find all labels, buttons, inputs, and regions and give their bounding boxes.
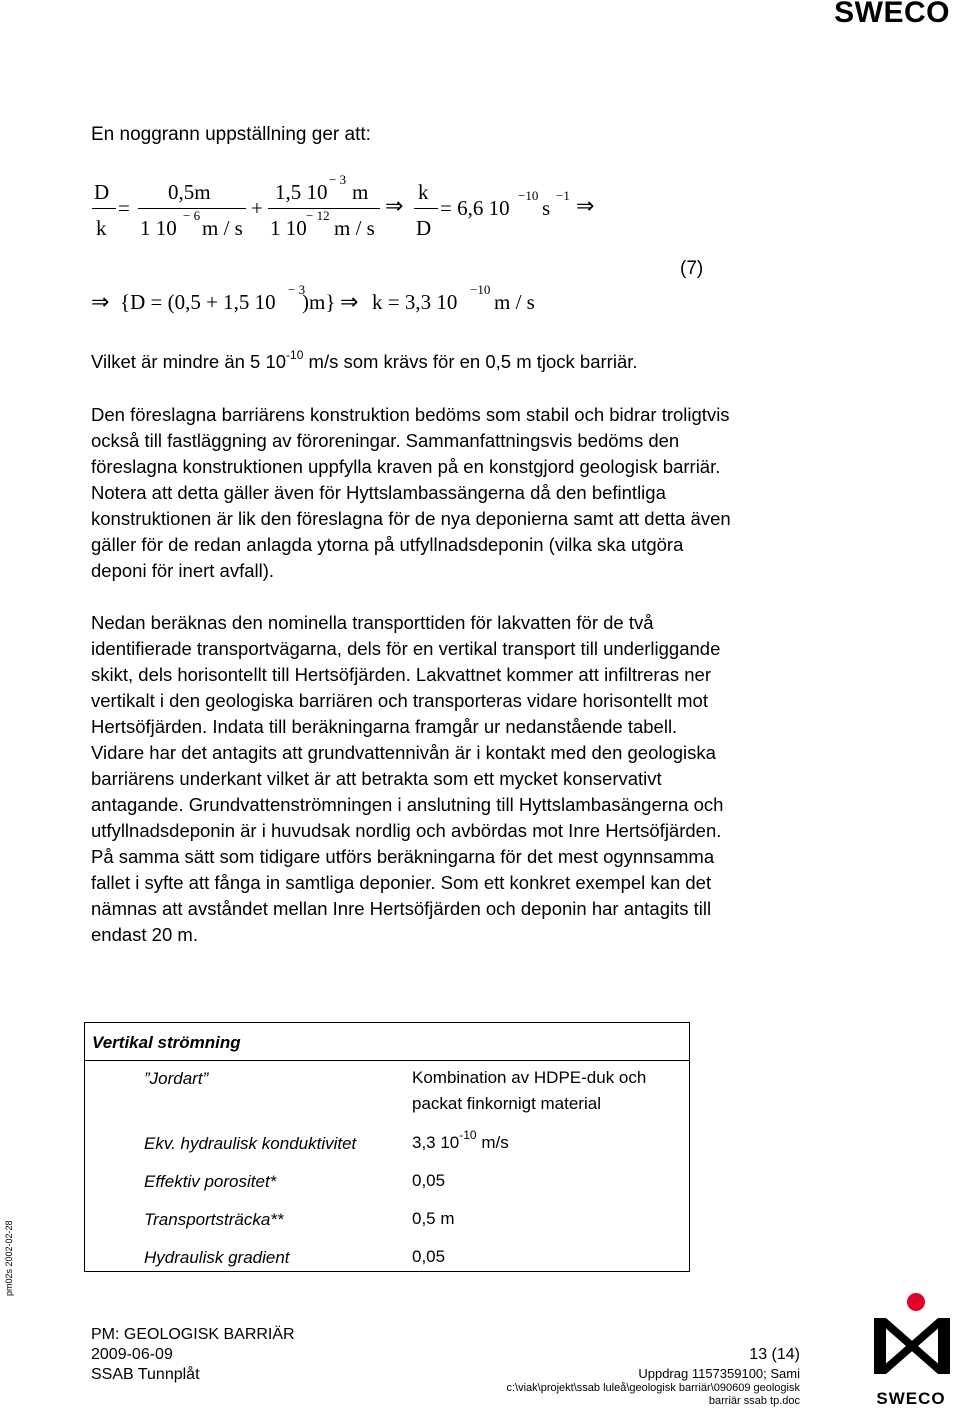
header-brand: SWECO bbox=[834, 0, 950, 29]
footer-path-line2: barriär ssab tp.doc bbox=[708, 1395, 800, 1407]
equation-number: (7) bbox=[680, 258, 704, 279]
conductivity-value-a: 3,3 10 bbox=[412, 1133, 460, 1152]
fraction2-numerator-exp: − 3 bbox=[329, 172, 347, 187]
eq-k: k bbox=[96, 216, 107, 240]
paragraph-line: utfyllnadsdeponin är i huvudsak nordlig och avbördas mot Inre Hertsöfjärden. bbox=[91, 820, 722, 841]
intro-text: En noggrann uppställning ger att: bbox=[91, 124, 371, 145]
row-value-soil-type: Kombination av HDPE-duk och packat finkornigt material bbox=[412, 1068, 647, 1113]
line2-exp: − 3 bbox=[288, 282, 306, 297]
fraction-bar bbox=[414, 208, 438, 209]
paragraph-construction bbox=[91, 402, 811, 584]
row-label-gradient: Hydraulisk gradient bbox=[144, 1248, 290, 1267]
paragraph-line: föreslagna konstruktionen uppfylla kraven på en konstgjord geologisk barriär. bbox=[91, 456, 721, 477]
fraction2-denominator-exp: − 12 bbox=[306, 208, 330, 223]
line2-k-a: k = 3,3 10 bbox=[372, 290, 458, 314]
paragraph-line: också till fastläggning av föroreningar. Sammanfattningsvis bedöms den bbox=[91, 430, 680, 451]
paragraph-line: Hertsöfjärden. Indata till beräkningarna framgår ur nedanstående tabell. bbox=[91, 716, 678, 737]
footer-project: PM: GEOLOGISK BARRIÄR bbox=[91, 1326, 295, 1343]
result1-a: = 6,6 10 bbox=[440, 196, 510, 220]
paragraph-line: nämnas att avståndet mellan Inre Hertsöfjärden och deponin har antagits till bbox=[91, 898, 712, 919]
line2-k-b: m / s bbox=[494, 290, 535, 314]
implies-arrow-icon: ⇒ bbox=[576, 194, 595, 219]
row-value-porosity: 0,05 bbox=[412, 1171, 446, 1190]
paragraph-line: Vidare har det antagits att grundvattennivån är i kontakt med den geologiska bbox=[91, 742, 716, 763]
footer-page-number: 13 (14) bbox=[749, 1346, 800, 1363]
sentence-exponent: -10 bbox=[286, 348, 304, 362]
result1-b: s bbox=[542, 196, 551, 220]
row-label-porosity: Effektiv porositet* bbox=[144, 1172, 277, 1191]
row-label-conductivity: Ekv. hydraulisk konduktivitet bbox=[144, 1134, 357, 1153]
result1-exp1: −10 bbox=[518, 188, 539, 203]
table-title: Vertikal strömning bbox=[85, 1023, 690, 1061]
conductivity-value-b: m/s bbox=[476, 1133, 509, 1152]
side-template-code: pm02s 2002-02-28 bbox=[4, 1220, 14, 1296]
sweco-logo-mark-icon bbox=[868, 1288, 954, 1384]
eq-equals: = bbox=[118, 196, 130, 220]
row-label-transport-distance: Transportsträcka** bbox=[144, 1210, 284, 1229]
sweco-logo bbox=[868, 1288, 954, 1406]
line2-close: )m} bbox=[302, 290, 336, 314]
implies-arrow-icon: ⇒ bbox=[385, 194, 404, 219]
table-body-row bbox=[85, 1061, 690, 1272]
table-body bbox=[85, 1061, 690, 1272]
fraction-bar bbox=[92, 208, 116, 209]
paragraph-line: Nedan beräknas den nominella transporttiden för lakvatten för de två bbox=[91, 612, 654, 633]
fraction1-denominator-b: m / s bbox=[202, 216, 243, 240]
row-value-conductivity bbox=[412, 1130, 682, 1157]
sweco-logo-text: SWECO bbox=[876, 1389, 946, 1408]
eq-k-top: k bbox=[418, 180, 429, 204]
implies-arrow-icon: ⇒ bbox=[91, 290, 110, 315]
fraction1-denominator-exp: − 6 bbox=[183, 208, 201, 223]
eq-D-bottom: D bbox=[416, 216, 432, 240]
row-value-gradient: 0,05 bbox=[412, 1247, 446, 1266]
eq-D: D bbox=[94, 180, 110, 204]
paragraph-line: identifierade transportvägarna, dels för en vertikal transport till underliggande bbox=[91, 638, 721, 659]
footer-assignment: Uppdrag 1157359100; Sami bbox=[638, 1366, 800, 1381]
paragraph-line: gäller för de redan anlagda ytorna på utfyllnadsdeponin (vilka ska utgöra bbox=[91, 534, 684, 555]
fraction2-numerator-a: 1,5 10 bbox=[275, 180, 328, 204]
footer-path-line1: c:\viak\projekt\ssab luleå\geologisk barriär\090609 geologisk bbox=[506, 1382, 800, 1394]
footer-client: SSAB Tunnplåt bbox=[91, 1366, 200, 1383]
fraction2-denominator-b: m / s bbox=[334, 216, 375, 240]
sentence-part-a: Vilket är mindre än 5 10 bbox=[91, 351, 287, 372]
sentence-barrier bbox=[91, 349, 638, 377]
fraction2-numerator-b: m bbox=[352, 180, 369, 204]
footer-date: 2009-06-09 bbox=[91, 1346, 173, 1363]
fraction1-denominator-a: 1 10 bbox=[140, 216, 177, 240]
paragraph-line: Notera att detta gäller även för Hyttslambassängerna då den befintliga bbox=[91, 482, 666, 503]
implies-arrow-icon: ⇒ bbox=[340, 290, 359, 315]
line2-k-exp: −10 bbox=[470, 282, 491, 297]
table-title-row bbox=[85, 1023, 690, 1061]
paragraph-line: konstruktionen är lik den föreslagna för de nya deponierna samt att detta även bbox=[91, 508, 731, 529]
row-label-soil-type: ”Jordart” bbox=[144, 1069, 209, 1088]
paragraph-line: deponi för inert avfall). bbox=[91, 560, 275, 581]
paragraph-line: vertikalt i den geologiska barriären och transporteras vidare horisontellt mot bbox=[91, 690, 708, 711]
properties-table bbox=[84, 1022, 690, 1272]
paragraph-line: endast 20 m. bbox=[91, 924, 198, 945]
paragraph-line: fallet i syfte att fånga in samtliga deponier. Som ett konkret exempel kan det bbox=[91, 872, 712, 893]
paragraph-line: barriärens underkant vilket är att betrakta som ett mycket konservativt bbox=[91, 768, 662, 789]
sentence-part-b: m/s som krävs för en 0,5 m tjock barriär. bbox=[303, 351, 638, 372]
paragraph-line: antagande. Grundvattenströmningen i anslutning till Hyttslambasängerna och bbox=[91, 794, 724, 815]
paragraph-line: Den föreslagna barriärens konstruktion bedöms som stabil och bidrar troligtvis bbox=[91, 404, 730, 425]
paragraph-line: skikt, dels horisontellt till Hertsöfjärden. Lakvattnet kommer att infiltreras ner bbox=[91, 664, 711, 685]
row-value-transport-distance: 0,5 m bbox=[412, 1209, 455, 1228]
fraction1-numerator: 0,5m bbox=[168, 180, 211, 204]
line2-open: {D = (0,5 + 1,5 10 bbox=[120, 290, 276, 314]
conductivity-exponent: -10 bbox=[459, 1128, 477, 1142]
result1-exp2: −1 bbox=[556, 188, 570, 203]
eq-plus: + bbox=[251, 196, 263, 220]
paragraph-transport bbox=[91, 610, 811, 948]
fraction2-denominator-a: 1 10 bbox=[270, 216, 307, 240]
paragraph-line: På samma sätt som tidigare utförs beräkningarna för det mest ogynnsamma bbox=[91, 846, 715, 867]
